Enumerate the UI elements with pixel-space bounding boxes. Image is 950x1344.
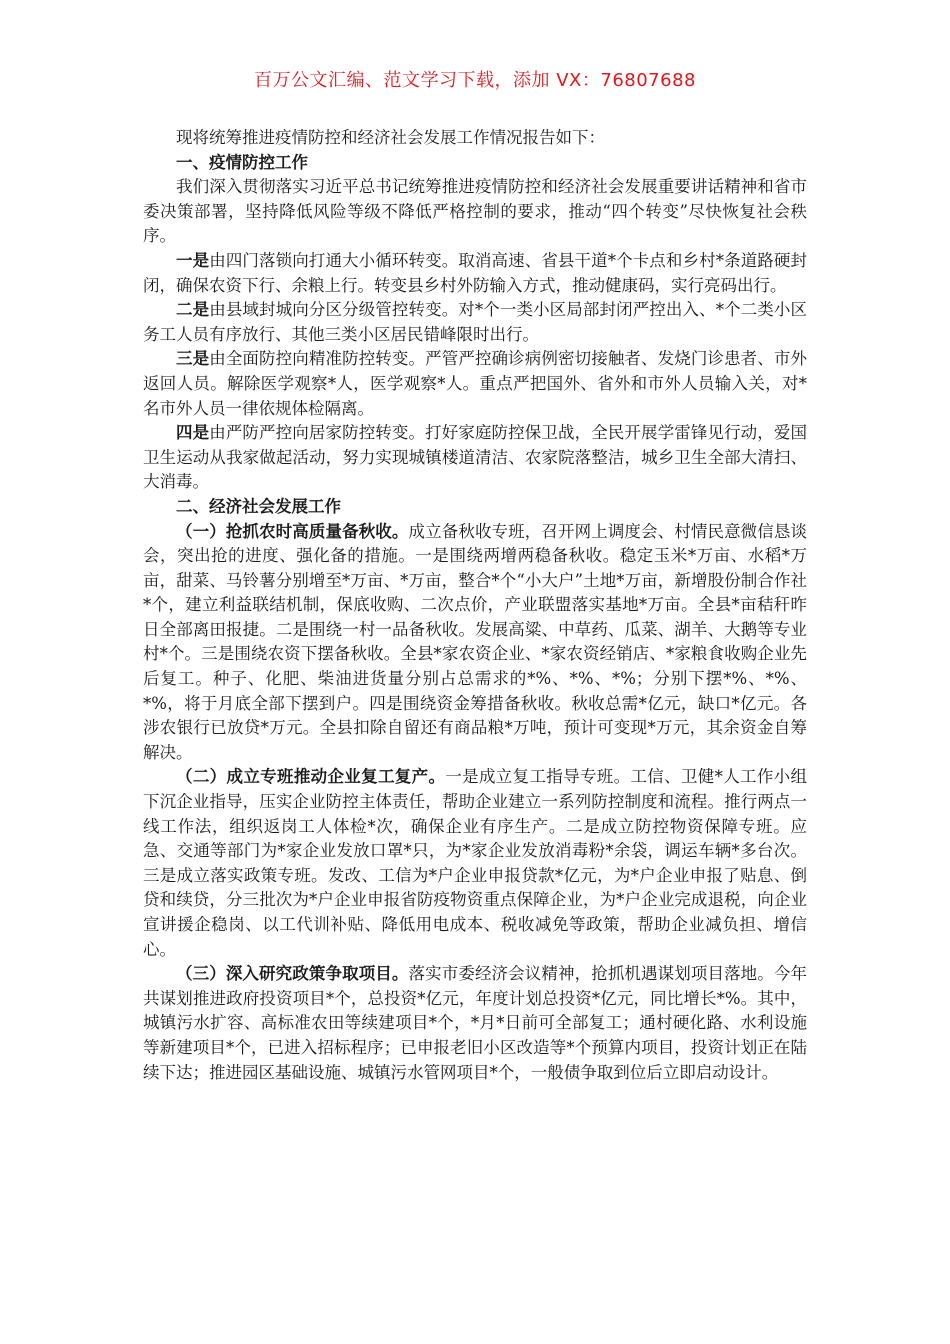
item-text: 落实市委经济会议精神，抢抓机遇谋划项目落地。今年共谋划推进政府投资项目*个，总投资*亿元，年度计划总投资*亿元，同比增长*%。其中，城镇污水扩容、高标准农田等续建项目*个，*月*日前可全部复工；通村硬化路、水利设施等新建项目*个，已进入招标程序；已申报老旧小区改造等*个预算内项目，投资计划正在陆续下达；推进园区基础设施、城镇污水管网项目*个，一般债争取到位后立即启动设计。 [143, 964, 808, 1082]
item-lead: （一）抢抓农时高质量备秋收。 [176, 521, 409, 541]
promo-banner: 百万公文汇编、范文学习下载，添加 VX：76807688 [254, 70, 696, 91]
section-2-item-2 [143, 765, 807, 962]
item-text: 由严防严控向居家防控转变。打好家庭防控保卫战，全民开展学雷锋见行动，爱国卫生运动从我家做起活动，努力实现城镇楼道清洁、农家院落整洁，城乡卫生全部大清扫、大消毒。 [143, 423, 808, 492]
item-lead: 四是 [176, 423, 210, 443]
section-1-item-1 [143, 249, 807, 298]
intro-paragraph: 现将统筹推进疫情防控和经济社会发展工作情况报告如下： [176, 128, 605, 147]
section-1-item-2 [143, 298, 807, 347]
section-1-heading: 一、疫情防控工作 [176, 152, 308, 172]
section-1-item-3 [143, 347, 807, 421]
item-lead: 一是 [176, 250, 210, 270]
section-1-summary: 我们深入贯彻落实习近平总书记统筹推进疫情防控和经济社会发展重要讲话精神和省市委决策部署，坚持降低风险等级不降低严格控制的要求，推动“四个转变”尽快恢复社会秩序。 [143, 177, 807, 246]
section-1-item-4 [143, 421, 807, 495]
item-lead: （二）成立专班推动企业复工复产。 [176, 767, 446, 787]
item-lead: 三是 [176, 349, 210, 369]
item-text: 一是成立复工指导专班。工信、卫健*人工作小组下沉企业指导，压实企业防控主体责任，帮助企业建立一系列防控制度和流程。推行两点一线工作法，组织返岗工人体检*次，确保企业有序生产。二是成立防控物资保障专班。应急、交通等部门为*家企业发放口罩*只，为*家企业发放消毒粉*余袋，调运车辆*多台次。三是成立落实政策专班。发改、工信为*户企业申报贷款*亿元，为*户企业申报了贴息、倒贷和续贷，分三批次为*户企业申报省防疫物资重点保障企业，为*户企业完成退税，向企业宣讲援企稳岗、以工代训补贴、降低用电成本、税收减免等政策，帮助企业减负担、增信心。 [143, 767, 808, 959]
report-body [143, 126, 807, 1085]
item-text: 成立备秋收专班，召开网上调度会、村情民意微信恳谈会，突出抢的进度、强化备的措施。一是围绕两增两稳备秋收。稳定玉米*万亩、水稻*万亩，甜菜、马铃薯分别增至*万亩、*万亩，整合*个“小大户”土地*万亩，新增股份制合作社*个，建立利益联结机制，保底收购、二次点价，产业联盟落实基地*万亩。全县*亩秸秆昨日全部离田报捷。二是围绕一村一品备秋收。发展高粱、中草药、瓜菜、湖羊、大鹅等专业村*个。三是围绕农资下摆备秋收。全县*家农资企业、*家农资经销店、*家粮食收购企业先后复工。种子、化肥、柴油进货量分别占总需求的*%、*%、*%；分别下摆*%、*%、*%，将于月底全部下摆到户。四是围绕资金筹措备秋收。秋收总需*亿元，缺口*亿元。各涉农银行已放贷*万元。全县扣除自留还有商品粮*万吨，预计可变现*万元，其余资金自筹解决。 [143, 521, 808, 762]
item-lead: 二是 [176, 300, 210, 320]
item-text: 由全面防控向精准防控转变。严管严控确诊病例密切接触者、发烧门诊患者、市外返回人员。解除医学观察*人，医学观察*人。重点严把国外、省外和市外人员输入关，对*名市外人员一律依规体检隔离。 [143, 349, 808, 418]
item-text: 由县域封城向分区分级管控转变。对*个一类小区局部封闭严控出入、*个二类小区务工人员有序放行、其他三类小区居民错峰限时出行。 [143, 300, 808, 344]
section-2-heading: 二、经济社会发展工作 [176, 496, 341, 516]
section-2-item-1 [143, 520, 807, 766]
section-2-item-3 [143, 962, 807, 1085]
item-text: 由四门落锁向打通大小循环转变。取消高速、省县干道*个卡点和乡村*条道路硬封闭，确保农资下行、余粮上行。转变县乡村外防输入方式，推动健康码，实行亮码出行。 [143, 250, 808, 295]
item-lead: （三）深入研究政策争取项目。 [176, 964, 409, 984]
